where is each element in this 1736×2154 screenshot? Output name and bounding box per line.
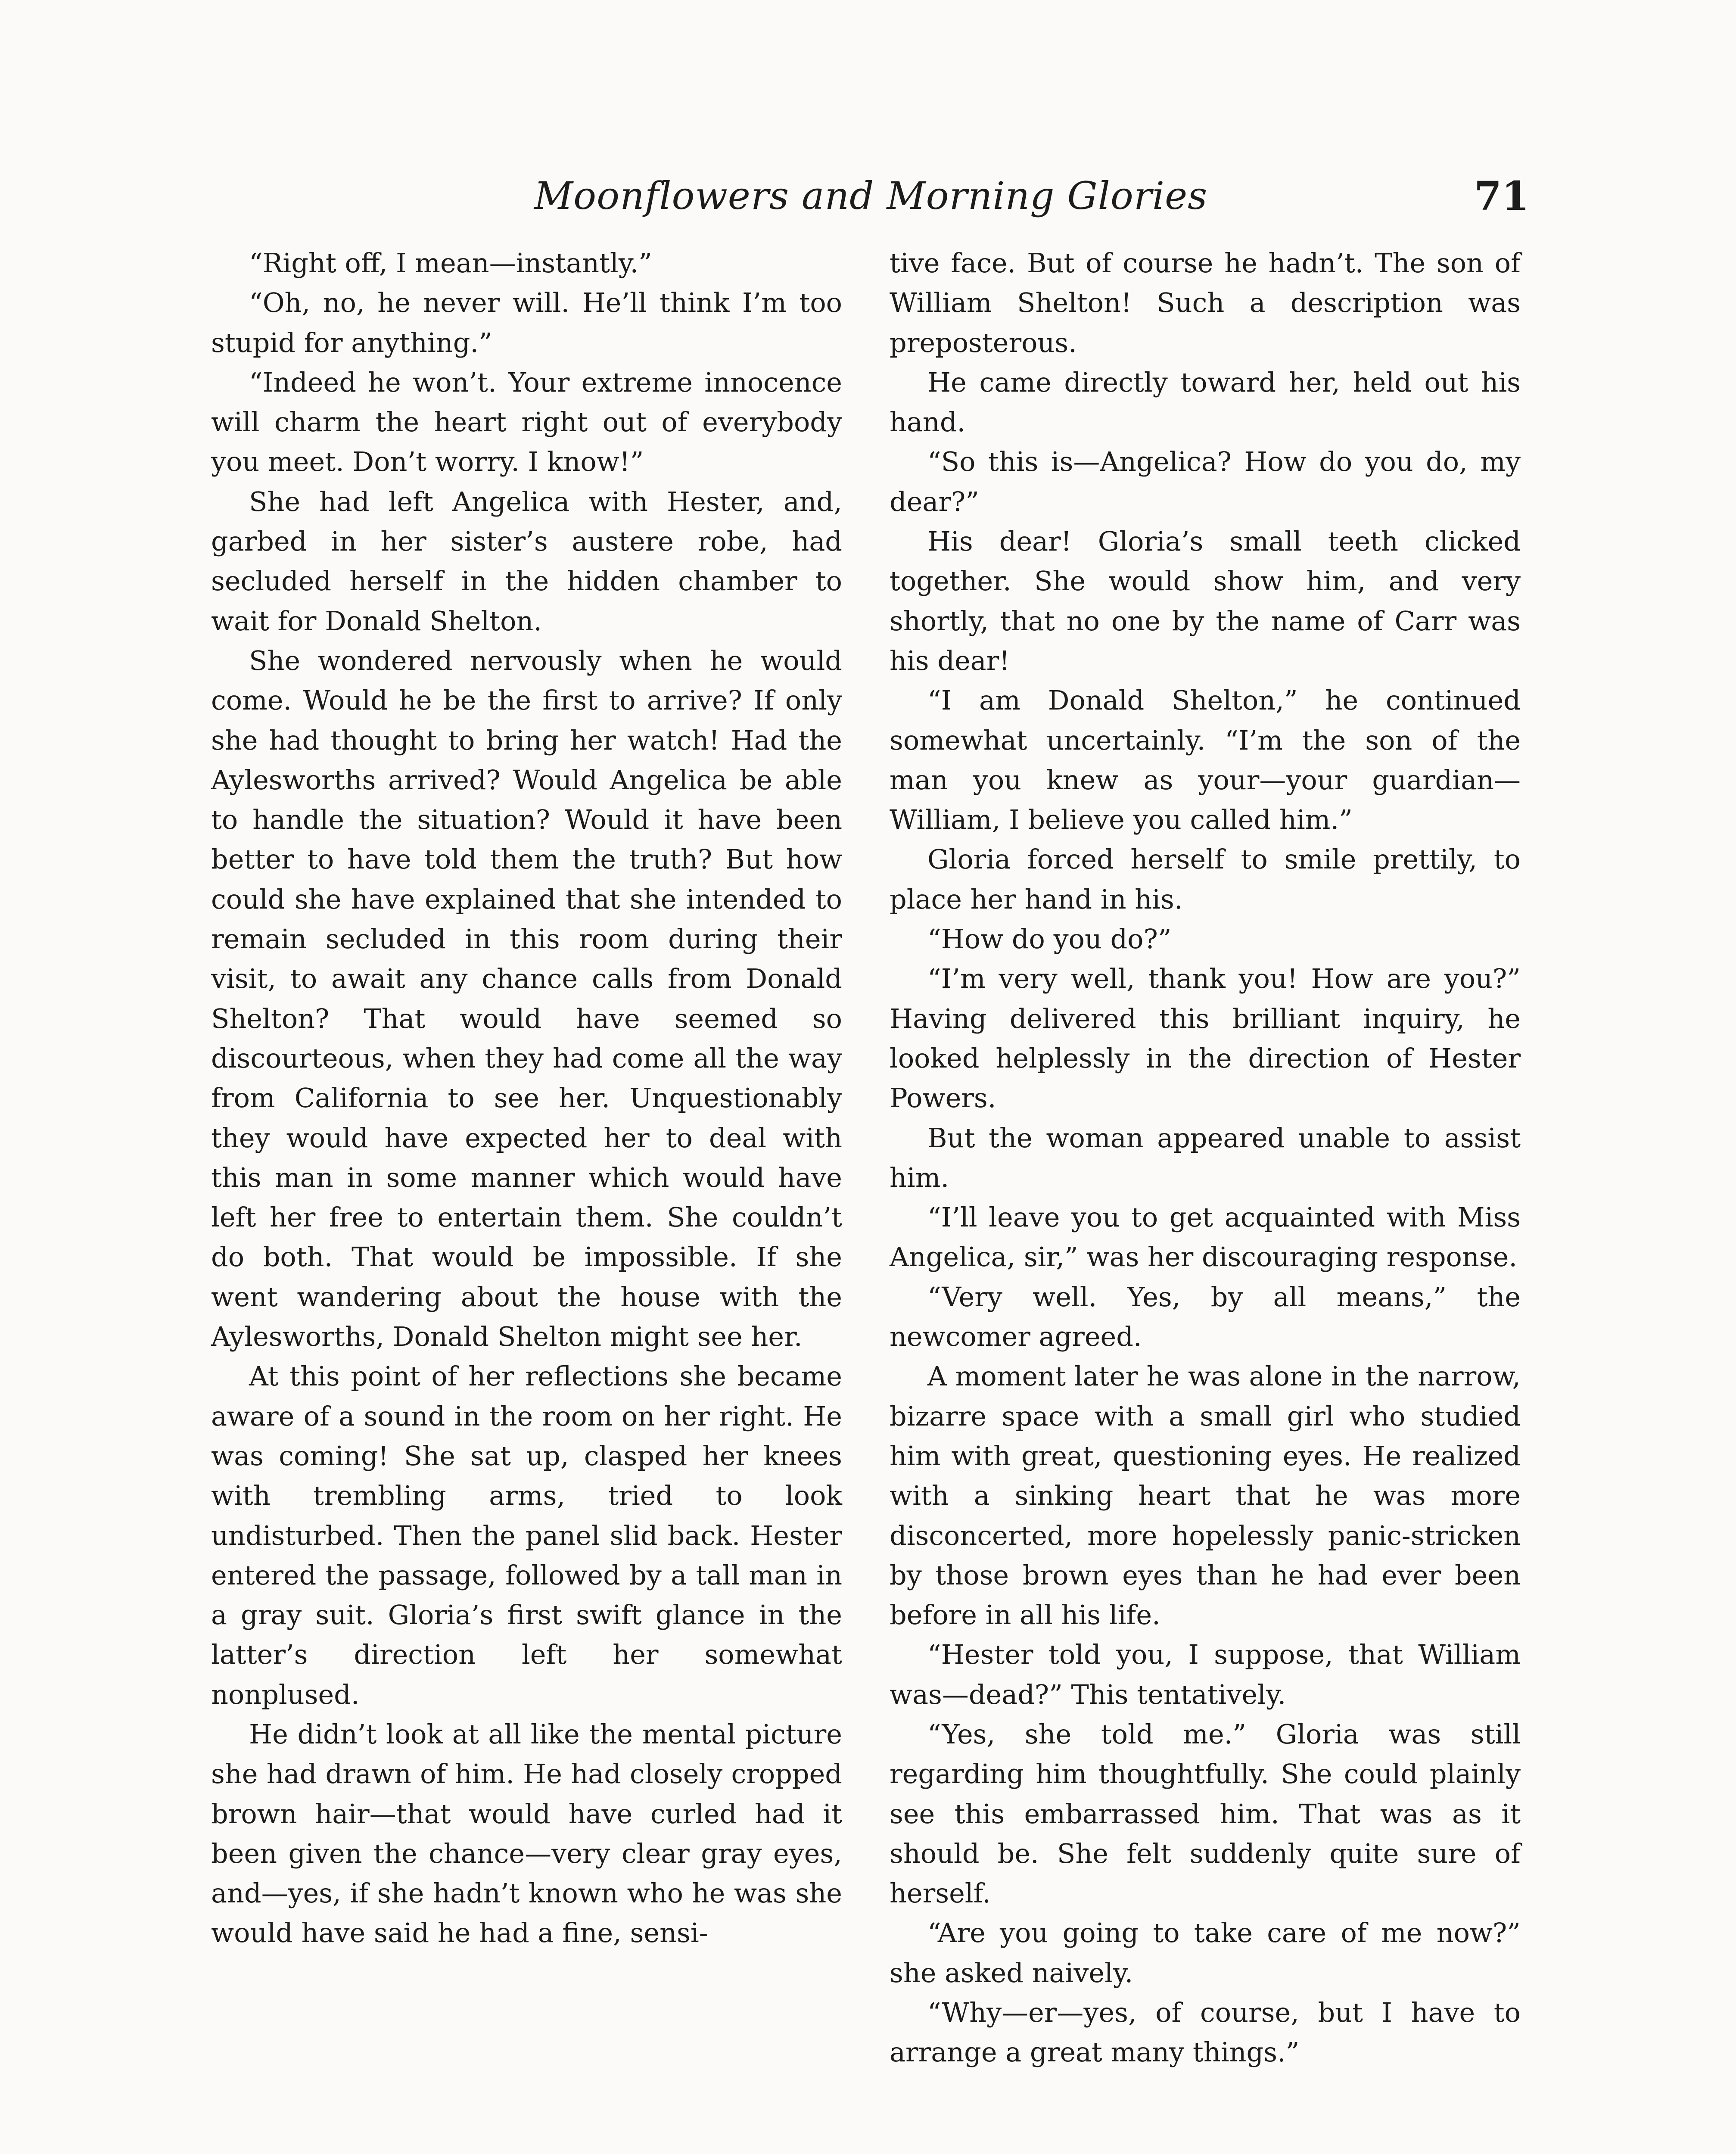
paragraph: “How do you do?” xyxy=(927,923,1172,955)
page-header xyxy=(207,170,1529,230)
paragraph: Gloria forced herself to smile prettily, to place her hand in his. xyxy=(890,844,1521,915)
paragraph: But the woman appeared unable to assist him. xyxy=(890,1122,1521,1193)
paragraph: At this point of her reflections she became aware of a sound in the room on her right. He was coming! She sat up, clasped her knees with trembling arms, tried to look undisturbed. Then the panel slid back. Hester entered the passage, followed by a tall man in a gray suit. Gloria’s first swift glance in the latter’s direction left her somewhat nonplused. xyxy=(211,1360,842,1710)
paragraph: “Indeed he won’t. Your extreme innocence will charm the heart right out of everybody you meet. Don’t worry. I know!” xyxy=(211,366,842,478)
paragraph: She had left Angelica with Hester, and, garbed in her sister’s austere robe, had secluded herself in the hidden chamber to wait for Donald Shelton. xyxy=(211,486,842,637)
paragraph: “I’m very well, thank you! How are you?” Having delivered this brilliant inquiry, he looked helplessly in the direction of Hester Powers. xyxy=(890,963,1521,1114)
running-title: Moonflowers and Morning Glories xyxy=(534,174,1208,218)
page-number: 71 xyxy=(1474,173,1529,219)
paragraph-continued: tive face. But of course he hadn’t. The son of William Shelton! Such a description was preposterous. xyxy=(890,247,1521,358)
paragraph: He came directly toward her, held out his hand. xyxy=(890,366,1521,438)
paragraph: “I am Donald Shelton,” he continued somewhat uncertainly. “I’m the son of the man you knew as your—your guardian—William, I believe you called him.” xyxy=(890,685,1521,836)
paragraph: “Very well. Yes, by all means,” the newcomer agreed. xyxy=(890,1281,1521,1353)
paragraph: “Right off, I mean—instantly.” xyxy=(249,247,652,279)
paragraph: “Yes, she told me.” Gloria was still regarding him thoughtfully. She could plainly see this embarrassed him. That was as it should be. She felt suddenly quite sure of herself. xyxy=(890,1718,1521,1909)
paragraph: His dear! Gloria’s small teeth clicked together. She would show him, and very shortly, that no one by the name of Carr was his dear! xyxy=(890,526,1521,676)
paragraph: A moment later he was alone in the narrow, bizarre space with a small girl who studied him with great, questioning eyes. He realized with a sinking heart that he was more disconcerted, more hopelessly panic-stricken by those brown eyes than he had ever been before in all his life. xyxy=(890,1360,1521,1631)
paragraph: She wondered nervously when he would come. Would he be the first to arrive? If only she had thought to bring her watch! Had the Aylesworths arrived? Would Angelica be able to handle the situation? Would it have been better to have told them the truth? But how could she have explained that she intended to remain secluded in this room during their visit, to await any chance calls from Donald Shelton? That would have seemed so discourteous, when they had come all the way from California to see her. Unquestionably they would have expected her to deal with this man in some manner which would have left her free to entertain them. She couldn’t do both. That would be impossible. If she went wandering about the house with the Aylesworths, Donald Shelton might see her. xyxy=(211,644,842,1353)
paragraph: “I’ll leave you to get acquainted with Miss Angelica, sir,” was her discouraging response. xyxy=(890,1202,1521,1273)
paragraph: “Why—er—yes, of course, but I have to arrange a great many things.” xyxy=(890,1997,1521,2068)
right-column xyxy=(890,243,1521,2073)
paragraph: “So this is—Angelica? How do you do, my dear?” xyxy=(890,446,1521,517)
paragraph: He didn’t look at all like the mental picture she had drawn of him. He had closely cropped brown hair—that would have curled had it been given the chance—very clear gray eyes, and—yes, if she hadn’t known who he was she would have said he had a fine, sensi- xyxy=(211,1718,842,1949)
paragraph: “Hester told you, I suppose, that William was—dead?” This tentatively. xyxy=(890,1639,1521,1710)
paragraph: “Oh, no, he never will. He’ll think I’m too stupid for anything.” xyxy=(211,287,842,358)
paragraph: “Are you going to take care of me now?” she asked naively. xyxy=(890,1917,1521,1989)
left-column xyxy=(211,243,842,1953)
